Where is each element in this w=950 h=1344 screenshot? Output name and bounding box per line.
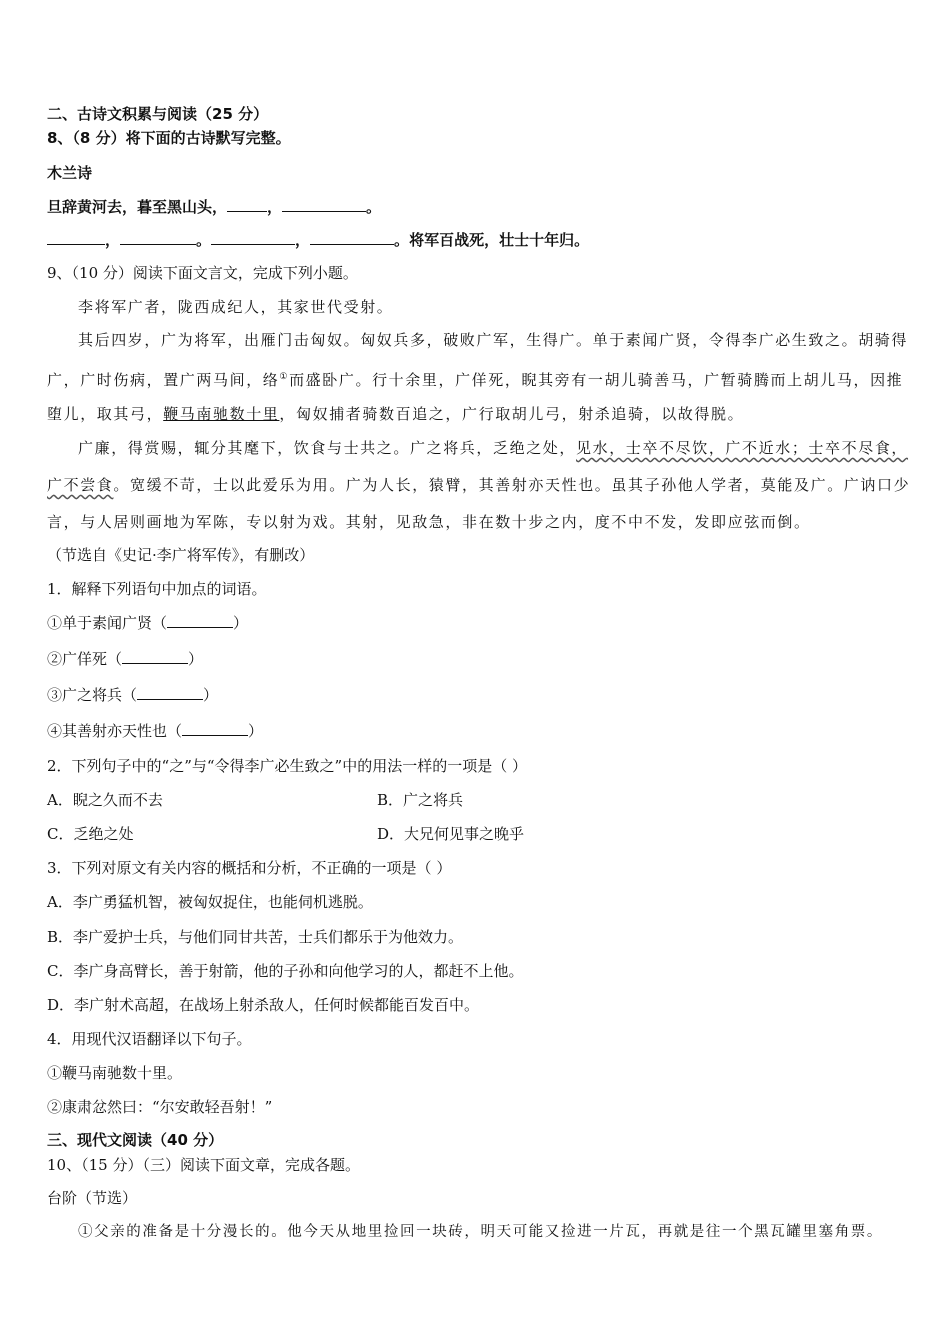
comma: ， [295, 231, 311, 249]
poem-line-2-end: 将军百战死，壮士十年归。 [409, 231, 590, 249]
passage-p2-line2 [47, 367, 903, 390]
text-part: 而盛卧广。行十余里，广佯死，睨其旁有一胡儿骑善马，广暂骑腾而上胡儿马，因推 [289, 371, 904, 389]
sq2-option-d[interactable]: D．大兄何见事之晚乎 [377, 825, 525, 843]
sq2-option-a[interactable]: A．睨之久而不去 [47, 791, 163, 809]
item-text: ④其善射亦天性也（ [47, 722, 183, 740]
text-part: 广廉，得赏赐，辄分其麾下，饮食与士共之。广之将兵，乏绝之处， [78, 439, 577, 457]
poem-blank-2[interactable] [282, 197, 366, 212]
item-end: ） [233, 614, 249, 632]
q10-stem: 10、（15 分）（三）阅读下面文章，完成各题。 [47, 1156, 360, 1174]
poem-line-1 [47, 197, 381, 217]
poem-blank-5[interactable] [211, 230, 295, 245]
passage-source: （节选自《史记·李广将军传》，有删改） [47, 546, 315, 564]
sq2-option-c[interactable]: C．乏绝之处 [47, 825, 134, 843]
sq3-option-a[interactable]: A．李广勇猛机智，被匈奴捉住，也能伺机逃脱。 [47, 893, 373, 911]
item-end: ） [248, 722, 264, 740]
item-text: ②广佯死（ [47, 650, 123, 668]
poem-line-2 [47, 230, 589, 250]
sq3-option-d[interactable]: D．李广射术高超，在战场上射杀敌人，任何时候都能百发百中。 [47, 996, 480, 1014]
answer-blank[interactable] [182, 721, 248, 736]
wavy-underlined-text: 见水，士卒不尽饮，广不近水；士卒不尽食， [576, 439, 909, 457]
sq1-item-1 [47, 613, 248, 633]
sq4-item-2: ②康肃忿然曰：“尔安敢轻吾射！” [47, 1098, 273, 1116]
poem-blank-6[interactable] [310, 230, 394, 245]
passage-p1: 李将军广者，陇西成纪人，其家世代受射。 [78, 298, 394, 316]
period: 。 [394, 231, 410, 249]
comma: ， [105, 231, 121, 249]
item-text: ①单于素闻广贤（ [47, 614, 168, 632]
underlined-sentence: 鞭马南驰数十里 [163, 405, 280, 423]
q8-stem: 8、（8 分）将下面的古诗默写完整。 [47, 129, 291, 147]
passage-p3-line3: 言，与人居则画地为军陈，专以射为戏。其射，见敌急，非在数十步之内，度不中不发，发即应弦而倒。 [47, 513, 811, 531]
text-part: 。宽缓不苛，士以此爱乐为用。广为人长，猿臂，其善射亦天性也。虽其子孙他人学者，莫能及广。广讷口少 [113, 476, 911, 494]
sq2-option-b[interactable]: B．广之将兵 [377, 791, 464, 809]
comma: ， [267, 198, 283, 216]
text-part: 广，广时伤病，置广两马间，络 [47, 371, 280, 389]
sq1-item-2 [47, 649, 203, 669]
footnote-mark: ① [279, 372, 290, 382]
section-3-heading: 三、现代文阅读（40 分） [47, 1131, 224, 1149]
period: 。 [366, 198, 382, 216]
answer-blank[interactable] [122, 649, 188, 664]
text-part: 堕儿，取其弓， [47, 405, 164, 423]
sq1-item-4 [47, 721, 263, 741]
sq3-stem: 3．下列对原文有关内容的概括和分析，不正确的一项是（ ） [47, 859, 452, 877]
poem-blank-1[interactable] [227, 197, 267, 212]
section-2-heading: 二、古诗文积累与阅读（25 分） [47, 105, 269, 123]
answer-blank[interactable] [137, 685, 203, 700]
sq3-option-b[interactable]: B．李广爱护士兵，与他们同甘共苦，士兵们都乐于为他效力。 [47, 928, 464, 946]
wavy-underlined-text: 广不尝食 [47, 476, 114, 494]
passage-p2-line3 [47, 404, 744, 424]
article-title: 台阶（节选） [47, 1189, 138, 1207]
item-text: ③广之将兵（ [47, 686, 138, 704]
poem-line-1-text: 旦辞黄河去，暮至黑山头， [47, 198, 228, 216]
article-p1: ①父亲的准备是十分漫长的。他今天从地里捡回一块砖，明天可能又捡进一片瓦，再就是往一个黑瓦罐里塞角票。 [78, 1224, 883, 1240]
sq1-item-3 [47, 685, 218, 705]
text-part: ，匈奴捕者骑数百追之，广行取胡儿弓，射杀追骑，以故得脱。 [279, 405, 745, 423]
poem-title: 木兰诗 [47, 164, 93, 182]
poem-blank-4[interactable] [120, 230, 196, 245]
sq4-item-1: ①鞭马南驰数十里。 [47, 1064, 183, 1082]
sq1-stem: 1．解释下列语句中加点的词语。 [47, 580, 267, 598]
sq4-stem: 4．用现代汉语翻译以下句子。 [47, 1030, 252, 1048]
poem-blank-3[interactable] [47, 230, 105, 245]
sq2-stem: 2．下列句子中的“之”与“令得李广必生致之”中的用法一样的一项是（ ） [47, 757, 527, 775]
period: 。 [196, 231, 212, 249]
sq3-option-c[interactable]: C．李广身高臂长，善于射箭，他的子孙和向他学习的人，都赶不上他。 [47, 962, 524, 980]
passage-p3-line2 [47, 475, 910, 495]
item-end: ） [203, 686, 219, 704]
q9-stem: 9、（10 分）阅读下面文言文，完成下列小题。 [47, 264, 358, 282]
item-end: ） [188, 650, 204, 668]
answer-blank[interactable] [167, 613, 233, 628]
passage-p2-line1: 其后四岁，广为将军，出雁门击匈奴。匈奴兵多，破败广军，生得广。单于素闻广贤，令得李广必生致之。胡骑得 [78, 331, 909, 349]
passage-p3-line1 [78, 438, 908, 458]
